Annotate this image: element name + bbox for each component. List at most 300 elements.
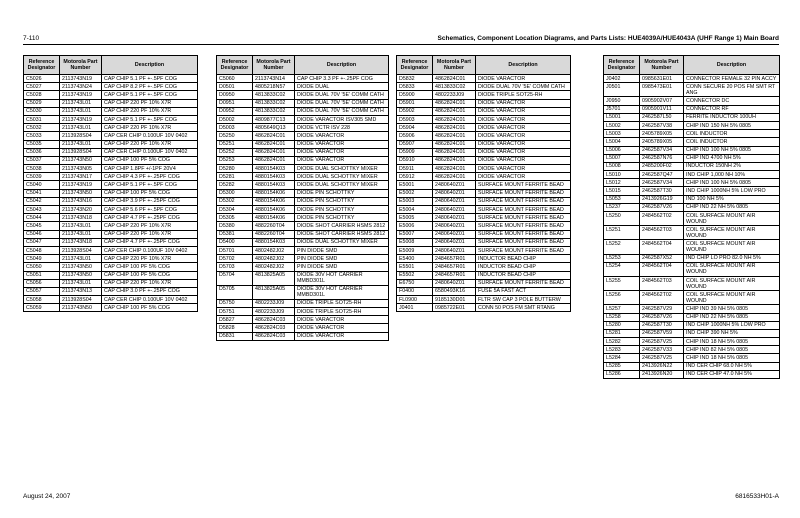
part-number-cell: 2484657R01 [433,263,476,271]
table-row [397,124,571,132]
description-cell: PIN DIODE SMD [295,255,389,263]
ref-designator-cell: E5004 [397,206,433,214]
description-cell: DIODE TRIPLE SOT25-RH [295,308,389,316]
part-number-cell: 0985473E01 [640,83,684,97]
table-row [24,263,198,271]
description-cell: DIODE VARACTOR [295,156,389,164]
description-cell: COIL INDUCTOR [684,130,780,138]
description-cell: DIODE SHOT CARRIER HSMS 2812 [295,222,389,230]
description-cell: IND CER CHIP 47.0 NH 5% [684,370,780,378]
ref-designator-cell: L5253 [604,254,640,262]
part-number-cell: 4805649Q13 [253,124,295,132]
part-number-cell: 4809877C13 [253,115,295,123]
table-row [604,203,780,211]
ref-designator-cell: L5004 [604,138,640,146]
part-number-cell: 4813833C02 [253,99,295,107]
ref-designator-cell: D5912 [397,173,433,181]
ref-designator-cell: L5006 [604,146,640,154]
ref-designator-cell: C5026 [24,75,60,83]
part-number-cell: 0985631E01 [640,75,684,83]
part-number-cell: 2113743N19 [60,75,102,83]
ref-designator-cell: D5003 [217,124,253,132]
description-cell: CONN 50 POS FM SMT RTANG [476,304,571,312]
ref-designator-cell: C5031 [24,115,60,123]
ref-designator-cell: L5252 [604,240,640,254]
description-cell: DIODE DUAL SCHOTTKY MIXER [295,181,389,189]
parts-table-3 [396,55,571,312]
table-row [397,222,571,230]
description-cell: INDUCTOR 150NH 2% [684,162,780,170]
description-cell: CHIP IND 100 NH 5% 0805 [684,179,780,187]
table-row [397,238,571,246]
table-row [397,230,571,238]
ref-designator-cell: C5029 [24,99,60,107]
ref-designator-cell: D0951 [217,99,253,107]
table-row [604,83,780,97]
description-cell: CAP CHIP 100 PF 5% COG [102,271,198,279]
table-row [397,246,571,254]
description-cell: SURFACE MOUNT FERRITE BEAD [476,197,571,205]
part-number-cell: 2462587V26 [640,313,684,321]
table-row [24,148,198,156]
ref-designator-cell: L5257 [604,305,640,313]
table-row [397,148,571,156]
ref-designator-cell: D5300 [217,189,253,197]
description-cell: CONN SECURE 20 POS FM SMT RT ANG [684,83,780,97]
ref-designator-cell: D5305 [217,214,253,222]
description-cell: CHIP IND 39 NH 5% 0805 [684,305,780,313]
ref-designator-cell: L5015 [604,187,640,195]
table-row [24,132,198,140]
part-number-cell: 2113743L01 [60,255,102,263]
ref-designator-cell: D5831 [217,332,253,340]
table-row [397,304,571,312]
description-cell: DIODE DUAL 70V '5E' COMM CATH [295,99,389,107]
ref-designator-cell: D5704 [217,271,253,285]
ref-designator-cell: D5703 [217,263,253,271]
part-number-cell: 2413926N22 [640,362,684,370]
table-row [397,181,571,189]
part-number-cell: 4802233J09 [253,308,295,316]
table-row [397,173,571,181]
ref-designator-cell: D5750 [217,299,253,307]
ref-designator-cell: L5010 [604,171,640,179]
description-cell: CHIP IND 150 NH 5% 0805 [684,121,780,129]
table-row [604,187,780,195]
table-row [217,230,389,238]
ref-designator-cell: J0501 [604,83,640,97]
part-number-cell: 2113743N24 [60,83,102,91]
part-number-cell: 2113743N50 [60,189,102,197]
description-cell: CONNECTOR RF [684,105,780,113]
ref-designator-cell: L5237 [604,203,640,211]
table-row [604,154,780,162]
description-cell: PIN DIODE SMD [295,263,389,271]
description-cell: CAP CHIP 5.1 PF +-.5PF COG [102,181,198,189]
table-row [604,195,780,203]
description-cell: CAP CHIP 3.9 PF +-.25PF COG [102,197,198,205]
part-number-cell: 2113928S04 [60,296,102,304]
part-number-cell: 6580493K16 [433,287,476,295]
part-number-cell: 4880154K06 [253,197,295,205]
part-number-cell: 2113743N50 [60,271,102,279]
ref-designator-cell: D5907 [397,140,433,148]
table-row [397,206,571,214]
description-cell: SURFACE MOUNT FERRITE BEAD [476,279,571,287]
part-number-cell: 2480640Z01 [433,238,476,246]
col-header-desc: Description [295,56,389,75]
table-row [604,121,780,129]
description-cell: CAP CHIP 220 PF 10% X7R [102,140,198,148]
part-number-cell: 2113743N16 [60,197,102,205]
table-row [217,181,389,189]
table-row [604,291,780,305]
ref-designator-cell: D5910 [397,156,433,164]
part-number-cell: 4862824C01 [433,107,476,115]
part-number-cell: 2462587T30 [640,321,684,329]
table-row [604,130,780,138]
description-cell: CHIP IND 18 NH 5% 0805 [684,338,780,346]
description-cell: SURFACE MOUNT FERRITE BEAD [476,181,571,189]
description-cell: IND CHIP 1,000 NH 10% [684,171,780,179]
ref-designator-cell: D5002 [217,115,253,123]
ref-designator-cell: C5050 [24,263,60,271]
table-row [24,189,198,197]
description-cell: CAP CHIP 100 PF 5% COG [102,263,198,271]
table-row [604,354,780,362]
part-number-cell: 4862824C01 [253,140,295,148]
part-number-cell: 2480640Z01 [433,230,476,238]
ref-designator-cell: D0950 [217,91,253,99]
part-number-cell: 4882260T04 [253,222,295,230]
table-row [604,212,780,226]
col-header-desc: Description [684,56,780,75]
description-cell: FLTR SW CAP 3 POLE BUTTERW [476,296,571,304]
ref-designator-cell: L5280 [604,321,640,329]
ref-designator-cell: E6750 [397,279,433,287]
description-cell: CAP CHIP 4.7 PF +-.25PF COG [102,238,198,246]
part-number-cell: 2113743L01 [60,140,102,148]
col-header-ref: Reference Designator [217,56,253,75]
ref-designator-cell: E5005 [397,214,433,222]
part-number-cell: 2113928S04 [60,132,102,140]
ref-designator-cell: C5042 [24,197,60,205]
part-number-cell: 4880154K03 [253,173,295,181]
description-cell: CHIP IND 22 NH 5% 0805 [684,203,780,211]
table-row [217,324,389,332]
table-row [604,138,780,146]
col-header-ref: Reference Designator [604,56,640,75]
part-number-cell: 4880154K06 [253,206,295,214]
ref-designator-cell: C5033 [24,132,60,140]
part-number-cell: 2113743N19 [60,91,102,99]
table-row [217,91,389,99]
table-row [24,83,198,91]
description-cell: CAP CHIP 100 PF 5% COG [102,189,198,197]
description-cell: DIODE PIN SCHOTTKY [295,214,389,222]
part-number-cell: 2480640Z01 [433,222,476,230]
ref-designator-cell: C5027 [24,83,60,91]
ref-designator-cell: D5400 [217,238,253,246]
ref-designator-cell: L5258 [604,313,640,321]
ref-designator-cell: E5501 [397,263,433,271]
ref-designator-cell: C5060 [217,75,253,83]
table-row [604,146,780,154]
ref-designator-cell: L5282 [604,338,640,346]
part-number-cell: 2113743N19 [60,115,102,123]
table-row [604,370,780,378]
description-cell: CHIP IND 82 NH 5% 0805 [684,346,780,354]
description-cell: COIL SURFACE MOUNT AIR WOUND [684,262,780,276]
description-cell: CAP CHIP 220 PF 10% X7R [102,107,198,115]
description-cell: CAP CHIP 220 PF 10% X7R [102,99,198,107]
ref-designator-cell: J5701 [604,105,640,113]
ref-designator-cell: D5901 [397,99,433,107]
part-number-cell: 4880154K03 [253,181,295,189]
description-cell: DIODE DUAL [295,83,389,91]
table-row [397,271,571,279]
table-row [24,238,198,246]
ref-designator-cell: C5059 [24,304,60,312]
table-row [604,226,780,240]
ref-designator-cell: E5007 [397,230,433,238]
ref-designator-cell: E5006 [397,222,433,230]
col-header-part: Motorola Part Number [433,56,476,75]
part-number-cell: 2113743N18 [60,214,102,222]
table-row [217,132,389,140]
part-number-cell: 4862824C03 [253,316,295,324]
ref-designator-cell: C5028 [24,91,60,99]
ref-designator-cell: D5304 [217,206,253,214]
part-number-cell: 4880154K03 [253,165,295,173]
part-number-cell: 4802233J09 [253,299,295,307]
part-number-cell: 2484657R01 [433,255,476,263]
header-divider [23,44,779,45]
ref-designator-cell: L5053 [604,195,640,203]
ref-designator-cell: L5001 [604,113,640,121]
table-row [217,75,389,83]
ref-designator-cell: D5251 [217,140,253,148]
description-cell: CAP CHIP 5.6 PF +-.5PF COG [102,206,198,214]
description-cell: SURFACE MOUNT FERRITE BEAD [476,238,571,246]
part-number-cell: 2480640Z01 [433,181,476,189]
part-number-cell: 2113743L01 [60,99,102,107]
ref-designator-cell: D5832 [397,75,433,83]
part-number-cell: 4862824C01 [253,156,295,164]
table-row [604,240,780,254]
part-number-cell: 2113743N14 [253,75,295,83]
table-row [604,262,780,276]
table-row [217,246,389,254]
part-number-cell: 2485200F02 [640,162,684,170]
description-cell: SURFACE MOUNT FERRITE BEAD [476,189,571,197]
ref-designator-cell: C5036 [24,148,60,156]
ref-designator-cell: L5003 [604,130,640,138]
table-row [217,124,389,132]
table-row [217,197,389,205]
table-row [397,132,571,140]
description-cell: DIODE VARACTOR [476,173,571,181]
table-row [24,230,198,238]
description-cell: SURFACE MOUNT FERRITE BEAD [476,206,571,214]
table-row [217,316,389,324]
description-cell: INDUCTOR BEAD CHIP [476,271,571,279]
parts-table-1 [23,55,198,312]
table-row [217,189,389,197]
description-cell: DIODE DUAL SCHOTTKY MIXER [295,238,389,246]
table-row [24,140,198,148]
part-number-cell: 4813833C02 [253,91,295,99]
table-row [604,346,780,354]
ref-designator-cell: C5043 [24,206,60,214]
part-number-cell: 0985722E01 [433,304,476,312]
ref-designator-cell: C5046 [24,230,60,238]
description-cell: CAP CHIP 8.2 PF +-.5PF COG [102,83,198,91]
part-number-cell: 2113743L01 [60,230,102,238]
part-number-cell: 2484562T02 [640,212,684,226]
table-row [217,173,389,181]
description-cell: CAP CER CHIP 0.100UF 10V 0402 [102,246,198,254]
description-cell: DIODE TRIPLE SOT25-RH [295,299,389,307]
description-cell: DIODE VARACTOR [476,148,571,156]
table-row [217,214,389,222]
part-number-cell: 4802482J02 [253,255,295,263]
table-row [397,107,571,115]
description-cell: CAP CHIP 220 PF 10% X7R [102,255,198,263]
description-cell: DIODE VARACTOR [476,107,571,115]
table-row [24,222,198,230]
description-cell: CAP CHIP 220 PF 10% X7R [102,279,198,287]
description-cell: FERRITE INDUCTOR 100UH [684,113,780,121]
part-number-cell: 2462587V33 [640,346,684,354]
part-number-cell: 4862824C01 [433,148,476,156]
description-cell: INDUCTOR BEAD CHIP [476,263,571,271]
part-number-cell: 2113743N18 [60,238,102,246]
part-number-cell: 2113743L01 [60,279,102,287]
description-cell: DIODE VARACTOR ISV305 SMD [295,115,389,123]
part-number-cell: 4862824C01 [253,132,295,140]
ref-designator-cell: D5380 [217,222,253,230]
description-cell: DIODE VARACTOR [476,124,571,132]
table-row [397,165,571,173]
ref-designator-cell: D5904 [397,124,433,132]
table-row [217,271,389,285]
ref-designator-cell: L5002 [604,121,640,129]
description-cell: DIODE VARACTOR [476,140,571,148]
ref-designator-cell: D5902 [397,107,433,115]
part-number-cell: 4862824C01 [433,99,476,107]
table-row [24,75,198,83]
ref-designator-cell: L5284 [604,354,640,362]
table-row [397,279,571,287]
part-number-cell: 2484562T03 [640,226,684,240]
part-number-cell: 4862824C01 [433,173,476,181]
part-number-cell: 2462587N76 [640,154,684,162]
col-header-part: Motorola Part Number [60,56,102,75]
description-cell: CAP CHIP 5.1 PF +-.5PF COG [102,115,198,123]
description-cell: DIODE VARACTOR [295,316,389,324]
description-cell: DIODE PIN SCHOTTKY [295,189,389,197]
description-cell: FUSE 5A FAST ACT [476,287,571,295]
part-number-cell: 2484657R01 [433,271,476,279]
footer-doc-number: 6816533H01-A [735,493,779,500]
description-cell: DIODE VARACTOR [476,132,571,140]
table-row [24,255,198,263]
col-header-part: Motorola Part Number [253,56,295,75]
table-row [24,156,198,164]
description-cell: DIODE VARACTOR [476,165,571,173]
ref-designator-cell: D5252 [217,148,253,156]
description-cell: CAP CER CHIP 0.100UF 10V 0402 [102,296,198,304]
part-number-cell: 2480640Z01 [433,197,476,205]
ref-designator-cell: L5012 [604,179,640,187]
description-cell: DIODE VARACTOR [295,332,389,340]
table-row [24,99,198,107]
ref-designator-cell: J0402 [604,75,640,83]
ref-designator-cell: C5044 [24,214,60,222]
table-row [24,206,198,214]
description-cell: IND 100 NH 5% [684,195,780,203]
ref-designator-cell: D5903 [397,115,433,123]
description-cell: DIODE VCTR ISV 228 [295,124,389,132]
description-cell: CAP CHIP 220 PF 10% X7R [102,222,198,230]
table-row [397,83,571,91]
part-number-cell: 2113928S04 [60,246,102,254]
description-cell: CAP CHIP 5.1 PF +-.5PF COG [102,75,198,83]
ref-designator-cell: E5400 [397,255,433,263]
ref-designator-cell: D5701 [217,246,253,254]
table-row [397,115,571,123]
description-cell: CAP CHIP 3.0 PF +-.25PF COG [102,287,198,295]
ref-designator-cell: L5283 [604,346,640,354]
part-number-cell: 4862824C03 [253,332,295,340]
col-header-part: Motorola Part Number [640,56,684,75]
ref-designator-cell: D5281 [217,173,253,181]
description-cell: COIL SURFACE MOUNT AIR WOUND [684,212,780,226]
part-number-cell: 2480640Z01 [433,246,476,254]
table-row [217,148,389,156]
ref-designator-cell: C5048 [24,246,60,254]
description-cell: COIL SURFACE MOUNT AIR WOUND [684,226,780,240]
description-cell: DIODE 30V HOT CARRIER MMBD301L [295,285,389,299]
part-number-cell: 2413926G19 [640,195,684,203]
part-number-cell: 2113743N20 [60,206,102,214]
table-row [397,189,571,197]
part-number-cell: 2484562T04 [640,240,684,254]
ref-designator-cell: C5051 [24,271,60,279]
description-cell: DIODE PIN SCHOTTKY [295,197,389,205]
part-number-cell: 4813825A05 [253,285,295,299]
description-cell: DIODE VARACTOR [476,99,571,107]
description-cell: COIL SURFACE MOUNT AIR WOUND [684,276,780,290]
description-cell: PIN DIODE SMD [295,246,389,254]
description-cell: SURFACE MOUNT FERRITE BEAD [476,230,571,238]
part-number-cell: 2462587X52 [640,254,684,262]
description-cell: DIODE VARACTOR [295,324,389,332]
ref-designator-cell: C5039 [24,173,60,181]
table-row [24,296,198,304]
col-header-ref: Reference Designator [397,56,433,75]
part-number-cell: 4880154K03 [253,238,295,246]
part-number-cell: 2405789X05 [640,130,684,138]
description-cell: CONNECTOR FEMALE 32 PIN ACCY [684,75,780,83]
ref-designator-cell: D5900 [397,91,433,99]
ref-designator-cell: C5040 [24,181,60,189]
part-number-cell: 4862824C01 [433,156,476,164]
table-row [397,214,571,222]
ref-designator-cell: L5007 [604,154,640,162]
part-number-cell: 2113743L01 [60,107,102,115]
